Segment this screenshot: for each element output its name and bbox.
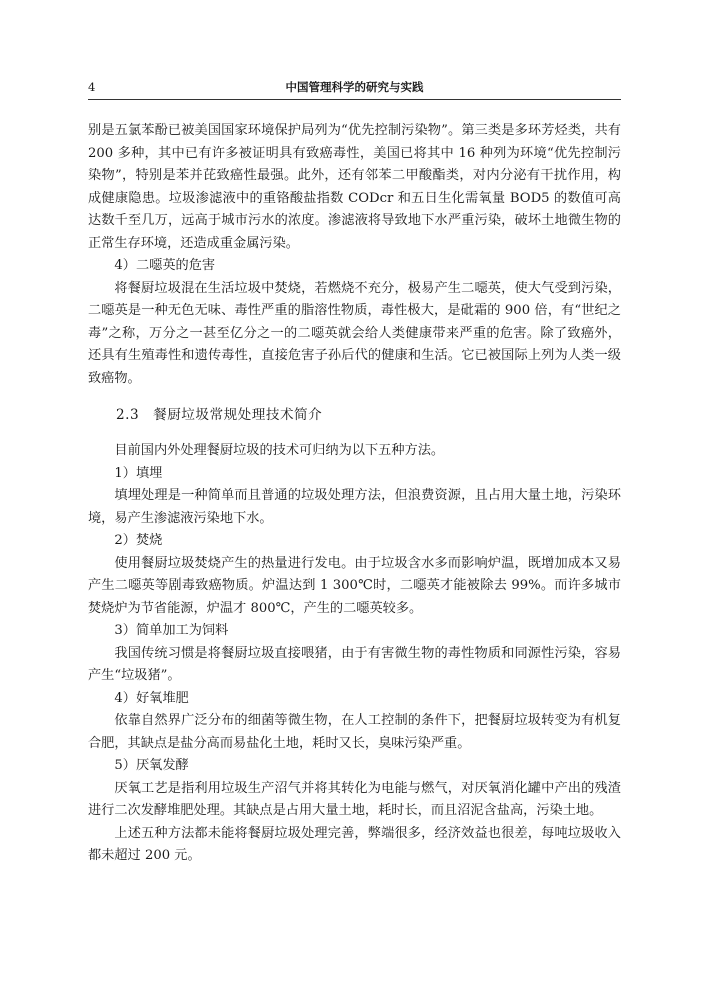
paragraph-dioxin: 将餐厨垃圾混在生活垃圾中焚烧，若燃烧不充分，极易产生二噁英，使大气受到污染，二噁英是一种无色无味、毒性严重的脂溶性物质，毒性极大，是砒霜的 900 倍，有“世纪之毒”之称，万分之一甚至亿分之一的二噁英就会给人类健康带来严重的危害。除了致癌外，还具有生殖毒性和遗传毒性，直接危害子孙后代的健康和生活。它已被国际上列为人类一级致癌物。 [88,280,621,386]
section-number: 2.3 [116,407,140,423]
paragraph-intro: 目前国内外处理餐厨垃圾的技术可归纳为以下五种方法。 [114,443,445,458]
paragraph-aerobic-compost: 依靠自然界广泛分布的细菌等微生物，在人工控制的条件下，把餐厨垃圾转变为有机复合肥，其缺点是盐分高而易盐化土地，耗时又长，臭味污染严重。 [88,713,621,751]
subheading-anaerobic: 5）厌氧发酵 [114,758,189,773]
subheading-landfill: 1）填埋 [114,465,163,481]
page-number: 4 [88,80,96,94]
section-title: 餐厨垃圾常规处理技术简介 [153,407,323,423]
section-heading [88,404,621,426]
running-header [88,79,621,100]
body-text [88,120,621,868]
paragraph-incineration: 使用餐厨垃圾焚烧产生的热量进行发电。由于垃圾含水多而影响炉温，既增加成本又易产生二噁英等剧毒致癌物质。炉温达到 1 300℃时，二噁英才能被除去 99%。而许多城市焚烧炉为节省能源，炉温才 800℃，产生的二噁英较多。 [88,555,621,616]
paragraph-continued: 别是五氯苯酚已被美国国家环境保护局列为“优先控制污染物”。第三类是多环芳烃类，共有 200 多种，其中已有许多被证明具有致癌毒性，美国已将其中 16 种列为环境“优先控制污染物”，特别是苯并芘致癌性最强。此外，还有邻苯二甲酸酯类，对内分泌有干扰作用，构成健康隐患。垃圾渗滤液中的重铬酸盐指数 CODcr 和五日生化需氧量 BOD5 的数值可高达数千至几万，远高于城市污水的浓度。渗滤液将导致地下水严重污染，破坏土地微生物的正常生存环境，还造成重金属污染。 [88,123,621,251]
journal-title: 中国管理科学的研究与实践 [285,80,424,94]
subheading-dioxin-hazard: 4）二噁英的危害 [114,258,216,273]
paragraph-feed: 我国传统习惯是将餐厨垃圾直接喂猪，由于有害微生物的毒性物质和同源性污染，容易产生“垃圾猪”。 [88,645,621,683]
paragraph-landfill: 填埋处理是一种简单而且普通的垃圾处理方法，但浪费资源，且占用大量土地，污染环境，易产生渗滤液污染地下水。 [88,488,621,526]
subheading-feed: 3）简单加工为饲料 [114,623,229,638]
subheading-incineration: 2）焚烧 [114,533,163,548]
paragraph-conclusion: 上述五种方法都未能将餐厨垃圾处理完善，弊端很多，经济效益也很差，每吨垃圾收入都未超过 200 元。 [88,825,621,863]
subheading-aerobic-compost: 4）好氧堆肥 [114,690,189,706]
paragraph-anaerobic: 厌氧工艺是指利用垃圾生产沼气并将其转化为电能与燃气，对厌氧消化罐中产出的残渣进行二次发酵堆肥处理。其缺点是占用大量土地，耗时长，而且沼泥含盐高，污染土地。 [88,780,621,818]
